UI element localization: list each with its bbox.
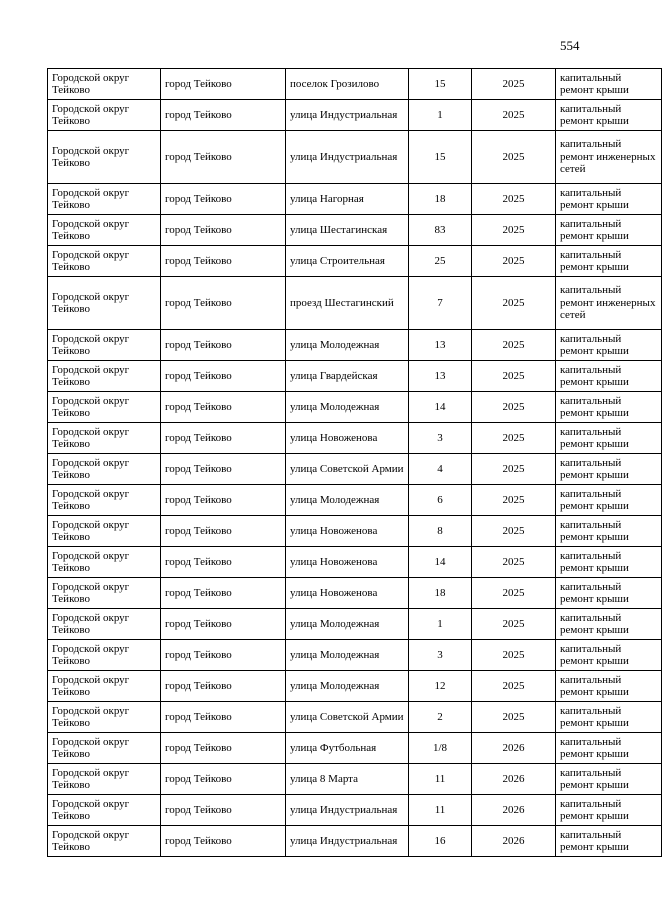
work-type-cell: капитальный ремонт крыши [556,764,662,795]
district-cell: Городской округ Тейково [48,764,161,795]
street-cell: поселок Грозилово [286,69,409,100]
year-cell: 2026 [472,795,556,826]
work-type-cell: капитальный ремонт крыши [556,246,662,277]
district-cell: Городской округ Тейково [48,246,161,277]
street-cell: улица Индустриальная [286,795,409,826]
house-number-cell: 2 [409,702,472,733]
work-type-cell: капитальный ремонт крыши [556,485,662,516]
work-type-cell: капитальный ремонт крыши [556,702,662,733]
table-row [48,640,662,671]
street-cell: улица Футбольная [286,733,409,764]
table-row [48,361,662,392]
table-row [48,547,662,578]
street-cell: улица Индустриальная [286,131,409,184]
work-type-cell: капитальный ремонт крыши [556,795,662,826]
work-type-cell: капитальный ремонт крыши [556,671,662,702]
table-row [48,100,662,131]
district-cell: Городской округ Тейково [48,100,161,131]
city-cell: город Тейково [161,100,286,131]
city-cell: город Тейково [161,733,286,764]
year-cell: 2025 [472,100,556,131]
house-number-cell: 6 [409,485,472,516]
year-cell: 2025 [472,423,556,454]
table-row [48,733,662,764]
work-type-cell: капитальный ремонт крыши [556,69,662,100]
street-cell: улица Советской Армии [286,702,409,733]
table-row [48,246,662,277]
year-cell: 2025 [472,246,556,277]
house-number-cell: 4 [409,454,472,485]
street-cell: улица Новоженова [286,423,409,454]
street-cell: улица Новоженова [286,547,409,578]
house-number-cell: 14 [409,392,472,423]
table-row [48,795,662,826]
district-cell: Городской округ Тейково [48,69,161,100]
house-number-cell: 15 [409,69,472,100]
district-cell: Городской округ Тейково [48,392,161,423]
district-cell: Городской округ Тейково [48,640,161,671]
house-number-cell: 7 [409,277,472,330]
street-cell: улица Индустриальная [286,100,409,131]
city-cell: город Тейково [161,454,286,485]
year-cell: 2025 [472,578,556,609]
district-cell: Городской округ Тейково [48,423,161,454]
street-cell: улица Шестагинская [286,215,409,246]
year-cell: 2025 [472,361,556,392]
street-cell: улица Молодежная [286,671,409,702]
district-cell: Городской округ Тейково [48,215,161,246]
street-cell: улица Строительная [286,246,409,277]
house-number-cell: 12 [409,671,472,702]
street-cell: улица Гвардейская [286,361,409,392]
table-row [48,184,662,215]
city-cell: город Тейково [161,69,286,100]
work-type-cell: капитальный ремонт крыши [556,215,662,246]
work-type-cell: капитальный ремонт крыши [556,826,662,857]
table-row [48,215,662,246]
year-cell: 2025 [472,330,556,361]
year-cell: 2025 [472,131,556,184]
city-cell: город Тейково [161,330,286,361]
table-row [48,423,662,454]
city-cell: город Тейково [161,609,286,640]
district-cell: Городской округ Тейково [48,702,161,733]
district-cell: Городской округ Тейково [48,516,161,547]
city-cell: город Тейково [161,547,286,578]
table-row [48,764,662,795]
city-cell: город Тейково [161,702,286,733]
district-cell: Городской округ Тейково [48,485,161,516]
year-cell: 2025 [472,485,556,516]
table-row [48,671,662,702]
table-row [48,69,662,100]
table-row [48,131,662,184]
work-type-cell: капитальный ремонт крыши [556,184,662,215]
year-cell: 2025 [472,277,556,330]
table-row [48,826,662,857]
year-cell: 2026 [472,826,556,857]
city-cell: город Тейково [161,485,286,516]
district-cell: Городской округ Тейково [48,578,161,609]
house-number-cell: 8 [409,516,472,547]
district-cell: Городской округ Тейково [48,277,161,330]
street-cell: улица Индустриальная [286,826,409,857]
house-number-cell: 3 [409,640,472,671]
house-number-cell: 13 [409,330,472,361]
work-type-cell: капитальный ремонт инженерных сетей [556,277,662,330]
work-type-cell: капитальный ремонт крыши [556,578,662,609]
district-cell: Городской округ Тейково [48,454,161,485]
district-cell: Городской округ Тейково [48,609,161,640]
city-cell: город Тейково [161,640,286,671]
street-cell: улица Молодежная [286,640,409,671]
table-row [48,454,662,485]
work-type-cell: капитальный ремонт крыши [556,454,662,485]
house-number-cell: 25 [409,246,472,277]
city-cell: город Тейково [161,671,286,702]
work-type-cell: капитальный ремонт крыши [556,547,662,578]
house-number-cell: 1 [409,100,472,131]
district-cell: Городской округ Тейково [48,826,161,857]
house-number-cell: 15 [409,131,472,184]
city-cell: город Тейково [161,826,286,857]
house-number-cell: 16 [409,826,472,857]
table-row [48,330,662,361]
year-cell: 2026 [472,733,556,764]
house-number-cell: 18 [409,184,472,215]
city-cell: город Тейково [161,361,286,392]
city-cell: город Тейково [161,795,286,826]
table-row [48,609,662,640]
table-row [48,702,662,733]
district-cell: Городской округ Тейково [48,671,161,702]
work-type-cell: капитальный ремонт крыши [556,609,662,640]
work-type-cell: капитальный ремонт крыши [556,330,662,361]
year-cell: 2025 [472,69,556,100]
street-cell: улица Молодежная [286,609,409,640]
street-cell: улица Нагорная [286,184,409,215]
repair-schedule-table [47,68,662,857]
district-cell: Городской округ Тейково [48,330,161,361]
year-cell: 2025 [472,547,556,578]
table-body [48,69,662,857]
district-cell: Городской округ Тейково [48,547,161,578]
house-number-cell: 1 [409,609,472,640]
house-number-cell: 13 [409,361,472,392]
work-type-cell: капитальный ремонт инженерных сетей [556,131,662,184]
year-cell: 2025 [472,640,556,671]
year-cell: 2025 [472,671,556,702]
work-type-cell: капитальный ремонт крыши [556,516,662,547]
city-cell: город Тейково [161,277,286,330]
street-cell: улица Молодежная [286,330,409,361]
work-type-cell: капитальный ремонт крыши [556,640,662,671]
district-cell: Городской округ Тейково [48,131,161,184]
street-cell: улица 8 Марта [286,764,409,795]
street-cell: улица Советской Армии [286,454,409,485]
city-cell: город Тейково [161,246,286,277]
work-type-cell: капитальный ремонт крыши [556,100,662,131]
work-type-cell: капитальный ремонт крыши [556,733,662,764]
house-number-cell: 3 [409,423,472,454]
city-cell: город Тейково [161,578,286,609]
year-cell: 2025 [472,702,556,733]
year-cell: 2025 [472,215,556,246]
work-type-cell: капитальный ремонт крыши [556,392,662,423]
city-cell: город Тейково [161,392,286,423]
district-cell: Городской округ Тейково [48,733,161,764]
district-cell: Городской округ Тейково [48,795,161,826]
year-cell: 2025 [472,516,556,547]
city-cell: город Тейково [161,215,286,246]
city-cell: город Тейково [161,516,286,547]
table-row [48,516,662,547]
district-cell: Городской округ Тейково [48,184,161,215]
city-cell: город Тейково [161,131,286,184]
work-type-cell: капитальный ремонт крыши [556,423,662,454]
year-cell: 2025 [472,609,556,640]
city-cell: город Тейково [161,423,286,454]
street-cell: улица Новоженова [286,516,409,547]
house-number-cell: 83 [409,215,472,246]
year-cell: 2026 [472,764,556,795]
table-row [48,392,662,423]
street-cell: улица Новоженова [286,578,409,609]
house-number-cell: 1/8 [409,733,472,764]
year-cell: 2025 [472,184,556,215]
street-cell: улица Молодежная [286,485,409,516]
house-number-cell: 11 [409,764,472,795]
year-cell: 2025 [472,392,556,423]
table-row [48,578,662,609]
house-number-cell: 14 [409,547,472,578]
street-cell: улица Молодежная [286,392,409,423]
house-number-cell: 11 [409,795,472,826]
street-cell: проезд Шестагинский [286,277,409,330]
house-number-cell: 18 [409,578,472,609]
table-row [48,277,662,330]
work-type-cell: капитальный ремонт крыши [556,361,662,392]
district-cell: Городской округ Тейково [48,361,161,392]
city-cell: город Тейково [161,184,286,215]
year-cell: 2025 [472,454,556,485]
city-cell: город Тейково [161,764,286,795]
table-row [48,485,662,516]
page-number: 554 [560,38,580,53]
